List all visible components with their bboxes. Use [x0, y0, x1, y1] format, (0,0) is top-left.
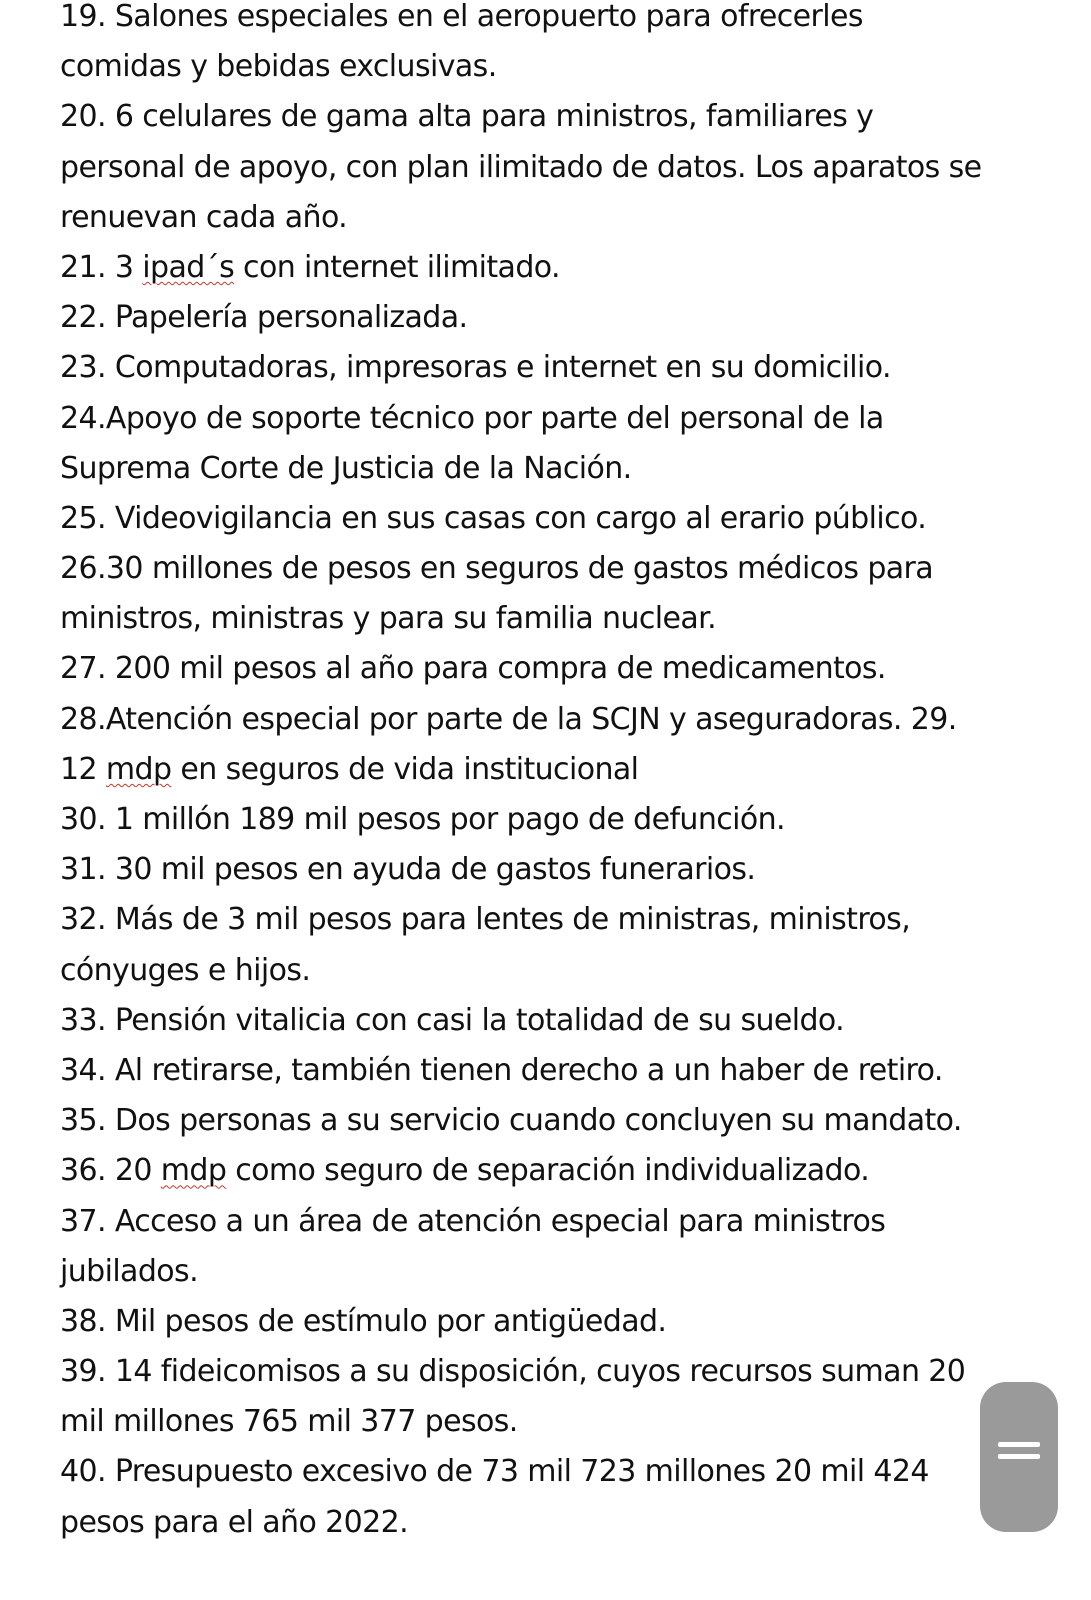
text-line: 34. Al retirarse, también tienen derecho a un haber de retiro.	[60, 1052, 943, 1088]
text-line: personal de apoyo, con plan ilimitado de datos. Los aparatos se	[60, 149, 982, 185]
text-segment: 36. 20	[60, 1153, 161, 1189]
text-segment: como seguro de separación individualizado.	[226, 1153, 870, 1189]
text-line	[60, 745, 1020, 795]
text-line: 30. 1 millón 189 mil pesos por pago de defunción.	[60, 802, 785, 837]
drag-handle-icon	[998, 1454, 1040, 1459]
text-line: ministros, ministras y para su familia nuclear.	[60, 601, 717, 637]
text-line: 22. Papelería personalizada.	[60, 300, 468, 336]
spellcheck-flagged-word: ipad´s	[142, 249, 235, 285]
text-line: Suprema Corte de Justicia de la Nación.	[60, 450, 632, 486]
text-segment: con internet ilimitado.	[234, 249, 560, 285]
text-segment: 21. 3	[60, 249, 143, 285]
text-line: cónyuges e hijos.	[60, 952, 311, 988]
text-line: 39. 14 fideicomisos a su disposición, cuyos recursos suman 20	[60, 1354, 966, 1390]
document-body	[60, 0, 1020, 1548]
text-line: 32. Más de 3 mil pesos para lentes de ministras, ministros,	[60, 902, 911, 938]
text-line: 27. 200 mil pesos al año para compra de medicamentos.	[60, 651, 886, 687]
text-line: 23. Computadoras, impresoras e internet en su domicilio.	[60, 350, 891, 386]
text-line: 37. Acceso a un área de atención especial para ministros	[60, 1203, 886, 1239]
text-line: pesos para el año 2022.	[60, 1504, 409, 1540]
text-segment: 12	[60, 751, 106, 787]
text-line: 40. Presupuesto excesivo de 73 mil 723 millones 20 mil 424	[60, 1454, 929, 1490]
text-line: 24.Apoyo de soporte técnico por parte del personal de la	[60, 400, 884, 436]
text-line: jubilados.	[60, 1253, 199, 1289]
text-line: 19. Salones especiales en el aeropuerto para ofrecerles	[60, 0, 863, 34]
drag-handle-icon	[998, 1442, 1040, 1447]
text-line: 38. Mil pesos de estímulo por antigüedad.	[60, 1303, 667, 1339]
text-line: 25. Videovigilancia en sus casas con cargo al erario público.	[60, 500, 927, 536]
spellcheck-flagged-word: mdp	[105, 751, 172, 787]
text-line: 28.Atención especial por parte de la SCJN y aseguradoras. 29.	[60, 701, 957, 737]
scroll-handle[interactable]	[980, 1382, 1058, 1532]
text-line: comidas y bebidas exclusivas.	[60, 49, 497, 85]
text-line: 20. 6 celulares de gama alta para ministros, familiares y	[60, 99, 874, 135]
text-line: 33. Pensión vitalicia con casi la totalidad de su sueldo.	[60, 1002, 845, 1038]
text-line	[60, 1146, 1020, 1196]
text-line: 35. Dos personas a su servicio cuando concluyen su mandato.	[60, 1103, 962, 1139]
spellcheck-flagged-word: mdp	[160, 1153, 227, 1189]
text-segment: en seguros de vida institucional	[171, 751, 639, 787]
text-line: 26.30 millones de pesos en seguros de gastos médicos para	[60, 551, 934, 587]
text-line: 31. 30 mil pesos en ayuda de gastos funerarios.	[60, 852, 756, 888]
text-line: mil millones 765 mil 377 pesos.	[60, 1404, 518, 1440]
text-line: renuevan cada año.	[60, 199, 348, 235]
text-line	[60, 243, 1020, 293]
